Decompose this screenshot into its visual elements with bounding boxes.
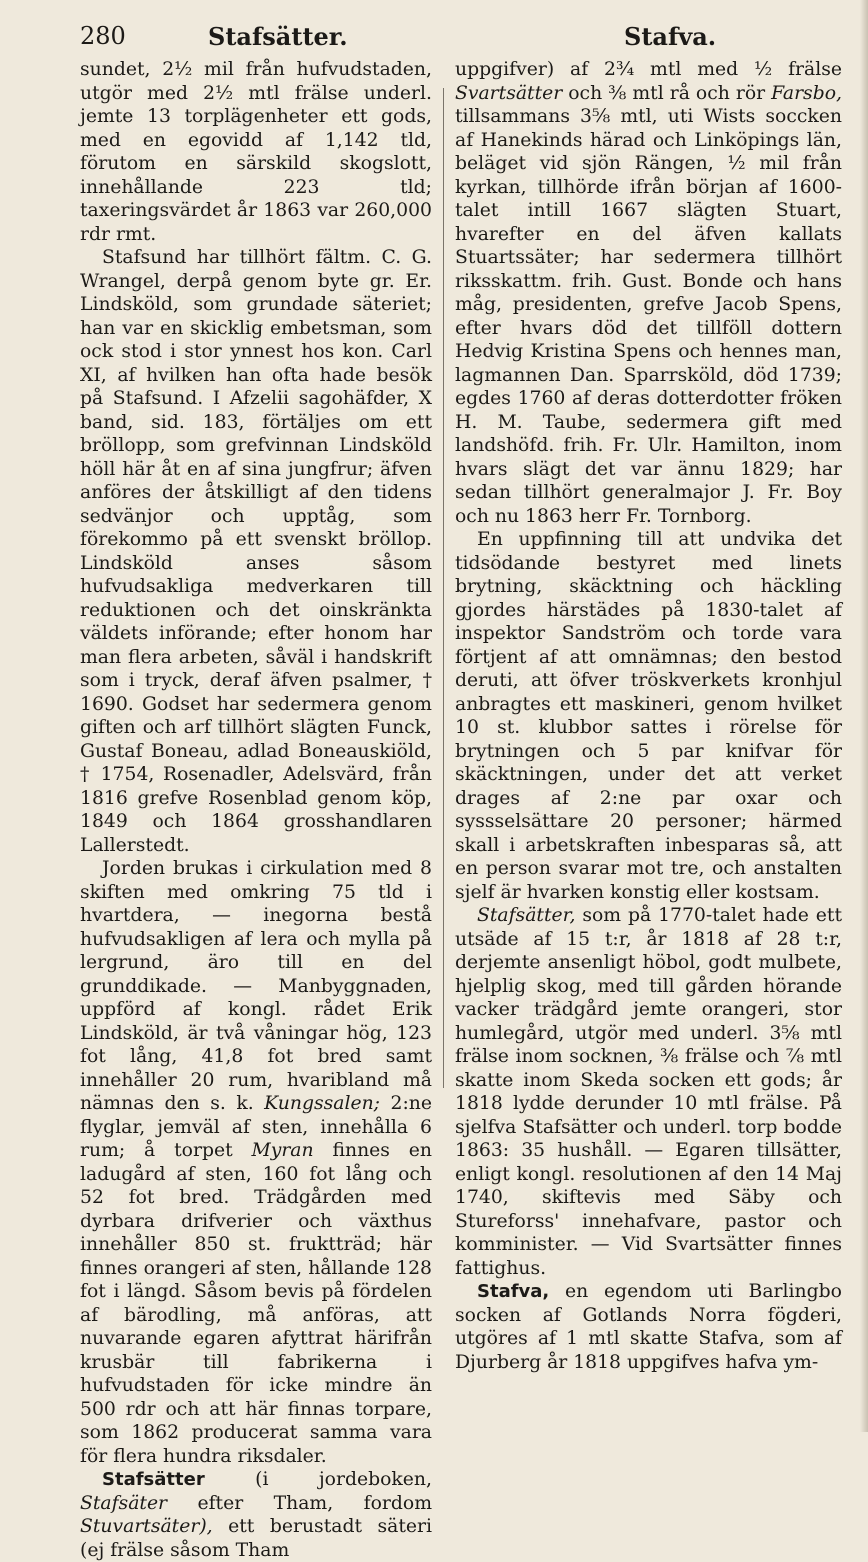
running-head-left: Stafsätter. (208, 22, 348, 51)
entry-headword: Stafva, (477, 1281, 550, 1302)
entry-paragraph: Stafsätter (i jordeboken, Stafsäter efter Tham, fordom Stuvartsäter), ett berustadt säteri (ej frälse såsom Tham (80, 1469, 432, 1561)
paragraph: Jorden brukas i cirkulation med 8 skiften med omkring 75 tld i hvartdera, — inegorna bestå hufvudsakligen af lera och mylla på lergrund, äro till en del grunddikade. — Manbyggnaden, uppförd af kongl. rådet Erik Lindsköld, är två våningar hög, 123 fot lång, 41,8 fot bred samt innehåller 20 rum, hvaribland må nämnas den s. k. Kungssalen; 2:ne flyglar, jemväl af sten, innehålla 6 rum; å torpet Myran finnes en ladugård af sten, 160 fot lång och 52 fot bred. Trädgården med dyrbara drifverier och växthus innehåller 850 st. fruktträd; här finnes orangeri af sten, hållande 128 fot i längd. Såsom bevis på fördelen af bärodling, må anföras, att nuvarande egaren afyttrat härifrån krusbär till fabrikerna i hufvudstaden för icke mindre än 500 rdr och att här finnas torpare, som 1862 producerat samma vara för flera hundra riksdaler. (80, 858, 432, 1467)
paragraph: En uppfinning till att undvika det tidsödande bestyret med linets brytning, skäcktning och häckling gjordes härstädes på 1830-talet af inspektor Sandström och torde vara förtjent af att omnämnas; den bestod deruti, att öfver tröskverkets kronhjul anbragtes ett maskineri, genom hvilket 10 st. klubbor sattes i rörelse för brytningen och 5 par knifvar för skäcktningen, under det att verket drages af 2:ne par oxar och syssselsättare 20 personer; härmed skall i arbetskraften inbesparas så, att en person svarar mot tre, och anstalten sjelf är hvarken konstig eller kostsam. (455, 529, 842, 903)
paragraph: Stafsund har tillhört fältm. C. G. Wrangel, derpå genom byte gr. Er. Lindsköld, som grundade säteriet; han var en skicklig embetsman, som ock stod i stor ynnest hos kon. Carl XI, af hvilken han ofta hade besök på Stafsund. I Afzelii sagohäfder, X band, sid. 183, förtäljes om ett bröllopp, som grefvinnan Lindsköld höll här åt en af sina jungfrur; äfven anföres der åtskilligt af den tidens sedvänjor och upptåg, som förekommo på ett svenskt bröllop. Lindsköld anses såsom hufvudsakliga medverkaren till reduktionen och det oinskränkta väldets införande; efter honom har man flera arbeten, såväl i handskrift som i tryck, deraf äfven psalmer, † 1690. Godset har sedermera genom giften och arf tillhört slägten Funck, Gustaf Boneau, adlad Boneauskiöld, † 1754, Rosenadler, Adelsvärd, från 1816 grefve Rosenblad genom köp, 1849 och 1864 grosshandlaren Lallerstedt. (80, 247, 432, 856)
paragraph: uppgifver) af 2¾ mtl med ½ frälse Svartsätter och ⅜ mtl rå och rör Farsbo, tillsammans 3⅝ mtl, uti Wists soccken af Hanekinds härad och Linköpings län, beläget vid sjön Rängen, ½ mil från kyrkan, tillhörde ifrån början af 1600-talet intill 1667 slägten Stuart, hvarefter en del äfven kallats Stuartssäter; har sedermera tillhört riksskattm. frih. Gust. Bonde och hans måg, presidenten, grefve Jacob Spens, efter hvars död det tillföll dottern Hedvig Kristina Spens och hennes man, lagmannen Dan. Sparrsköld, död 1739; egdes 1760 af deras dotterdotter fröken H. M. Taube, sedermera gift med landshöfd. frih. Fr. Ulr. Hamilton, inom hvars slägt det var ännu 1829; har sedan tillhört generalmajor J. Fr. Boy och nu 1863 herr Fr. Tornborg. (455, 59, 842, 527)
page-number: 280 (80, 22, 126, 50)
running-head-right: Stafva. (624, 22, 717, 51)
page-edge (860, 0, 868, 1432)
left-column (80, 58, 432, 1562)
entry-paragraph: Stafva, en egendom uti Barlingbo socken af Gotlands Norra fögderi, utgöres af 1 mtl skatte Stafva, som af Djurberg år 1818 uppgifves hafva ym- (455, 1281, 842, 1373)
page-header (0, 18, 868, 58)
entry-headword: Stafsätter (102, 1469, 205, 1490)
right-column (455, 58, 842, 1374)
paragraph: sundet, 2½ mil från hufvudstaden, utgör med 2½ mtl frälse underl. jemte 13 torplägenheter ett gods, med en egovidd af 1,142 tld, förutom en särskild skogslott, innehållande 223 tld; taxeringsvärdet år 1863 var 260,000 rdr rmt. (80, 59, 432, 245)
paragraph: Stafsätter, som på 1770-talet hade ett utsäde af 15 t:r, år 1818 af 28 t:r, derjemte ansenligt höbol, godt mulbete, hjelplig skog, med till gården hörande vacker trädgård jemte orangeri, stor humlegård, utgör med underl. 3⅝ mtl frälse inom socknen, ⅜ frälse och ⅞ mtl skatte inom Skeda socken ett gods; år 1818 lydde derunder 10 mtl frälse. På sjelfva Stafsätter och underl. torp bodde 1863: 35 hushåll. — Egaren tillsätter, enligt kongl. resolutionen af den 14 Maj 1740, skiftevis med Säby och Stureforss' innehafvare, pastor och komminister. — Vid Svartsätter finnes fattighus. (455, 905, 842, 1279)
column-divider (443, 88, 444, 1088)
